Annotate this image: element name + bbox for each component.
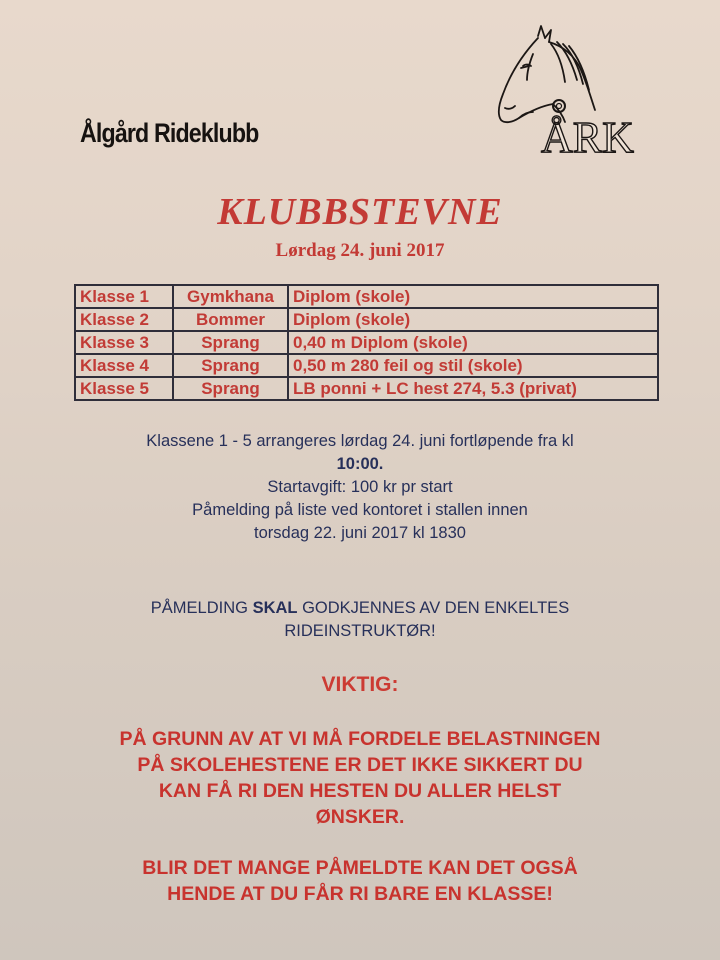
class-type: Sprang [173,331,288,354]
table-row [75,377,658,400]
class-description: Diplom (skole) [288,308,658,331]
info-start-time: 10:00. [336,455,384,473]
event-title: KLUBBSTEVNE [217,191,503,233]
notice-emphasis: SKAL [252,599,298,617]
class-description: Diplom (skole) [288,285,658,308]
logo-text: ÅRK [541,113,634,159]
table-row [75,285,658,308]
warning-line: KAN FÅ RI DEN HESTEN DU ALLER HELST [158,780,562,802]
warning-paragraph-2 [0,855,720,907]
info-deadline: torsdag 22. juni 2017 kl 1830 [254,524,466,542]
class-type: Bommer [173,308,288,331]
club-name: Ålgård Rideklubb [80,118,259,148]
class-type: Gymkhana [173,285,288,308]
warning-paragraph-1 [0,726,720,830]
class-type: Sprang [173,377,288,400]
table-row [75,331,658,354]
class-description: 0,40 m Diplom (skole) [288,331,658,354]
info-registration: Påmelding på liste ved kontoret i stallen innen [192,501,528,519]
class-name: Klasse 2 [75,308,173,331]
warning-line: BLIR DET MANGE PÅMELDTE KAN DET OGSÅ [142,857,578,879]
important-heading: VIKTIG: [321,673,399,696]
class-name: Klasse 1 [75,285,173,308]
info-fee: Startavgift: 100 kr pr start [267,478,453,496]
notice-line-2: RIDEINSTRUKTØR! [284,622,436,640]
class-name: Klasse 4 [75,354,173,377]
warning-line: ØNSKER. [315,806,405,828]
event-info [0,430,720,545]
warning-line: HENDE AT DU FÅR RI BARE EN KLASSE! [167,883,553,905]
notice-line-1 [0,597,720,620]
info-schedule: Klassene 1 - 5 arrangeres lørdag 24. juni fortløpende fra kl [146,432,574,450]
notice-text: PÅMELDING [150,599,253,617]
approval-notice [0,597,720,643]
warning-line: PÅ SKOLEHESTENE ER DET IKKE SIKKERT DU [137,754,583,776]
horse-head-icon [493,24,663,159]
class-name: Klasse 5 [75,377,173,400]
table-row [75,354,658,377]
event-date: Lørdag 24. juni 2017 [275,240,445,261]
class-name: Klasse 3 [75,331,173,354]
class-description: LB ponni + LC hest 274, 5.3 (privat) [288,377,658,400]
warning-line: PÅ GRUNN AV AT VI MÅ FORDELE BELASTNINGEN [119,728,601,750]
class-type: Sprang [173,354,288,377]
notice-text: GODKJENNES AV DEN ENKELTES [297,599,570,617]
table-row [75,308,658,331]
classes-table [74,284,659,401]
class-description: 0,50 m 280 feil og stil (skole) [288,354,658,377]
